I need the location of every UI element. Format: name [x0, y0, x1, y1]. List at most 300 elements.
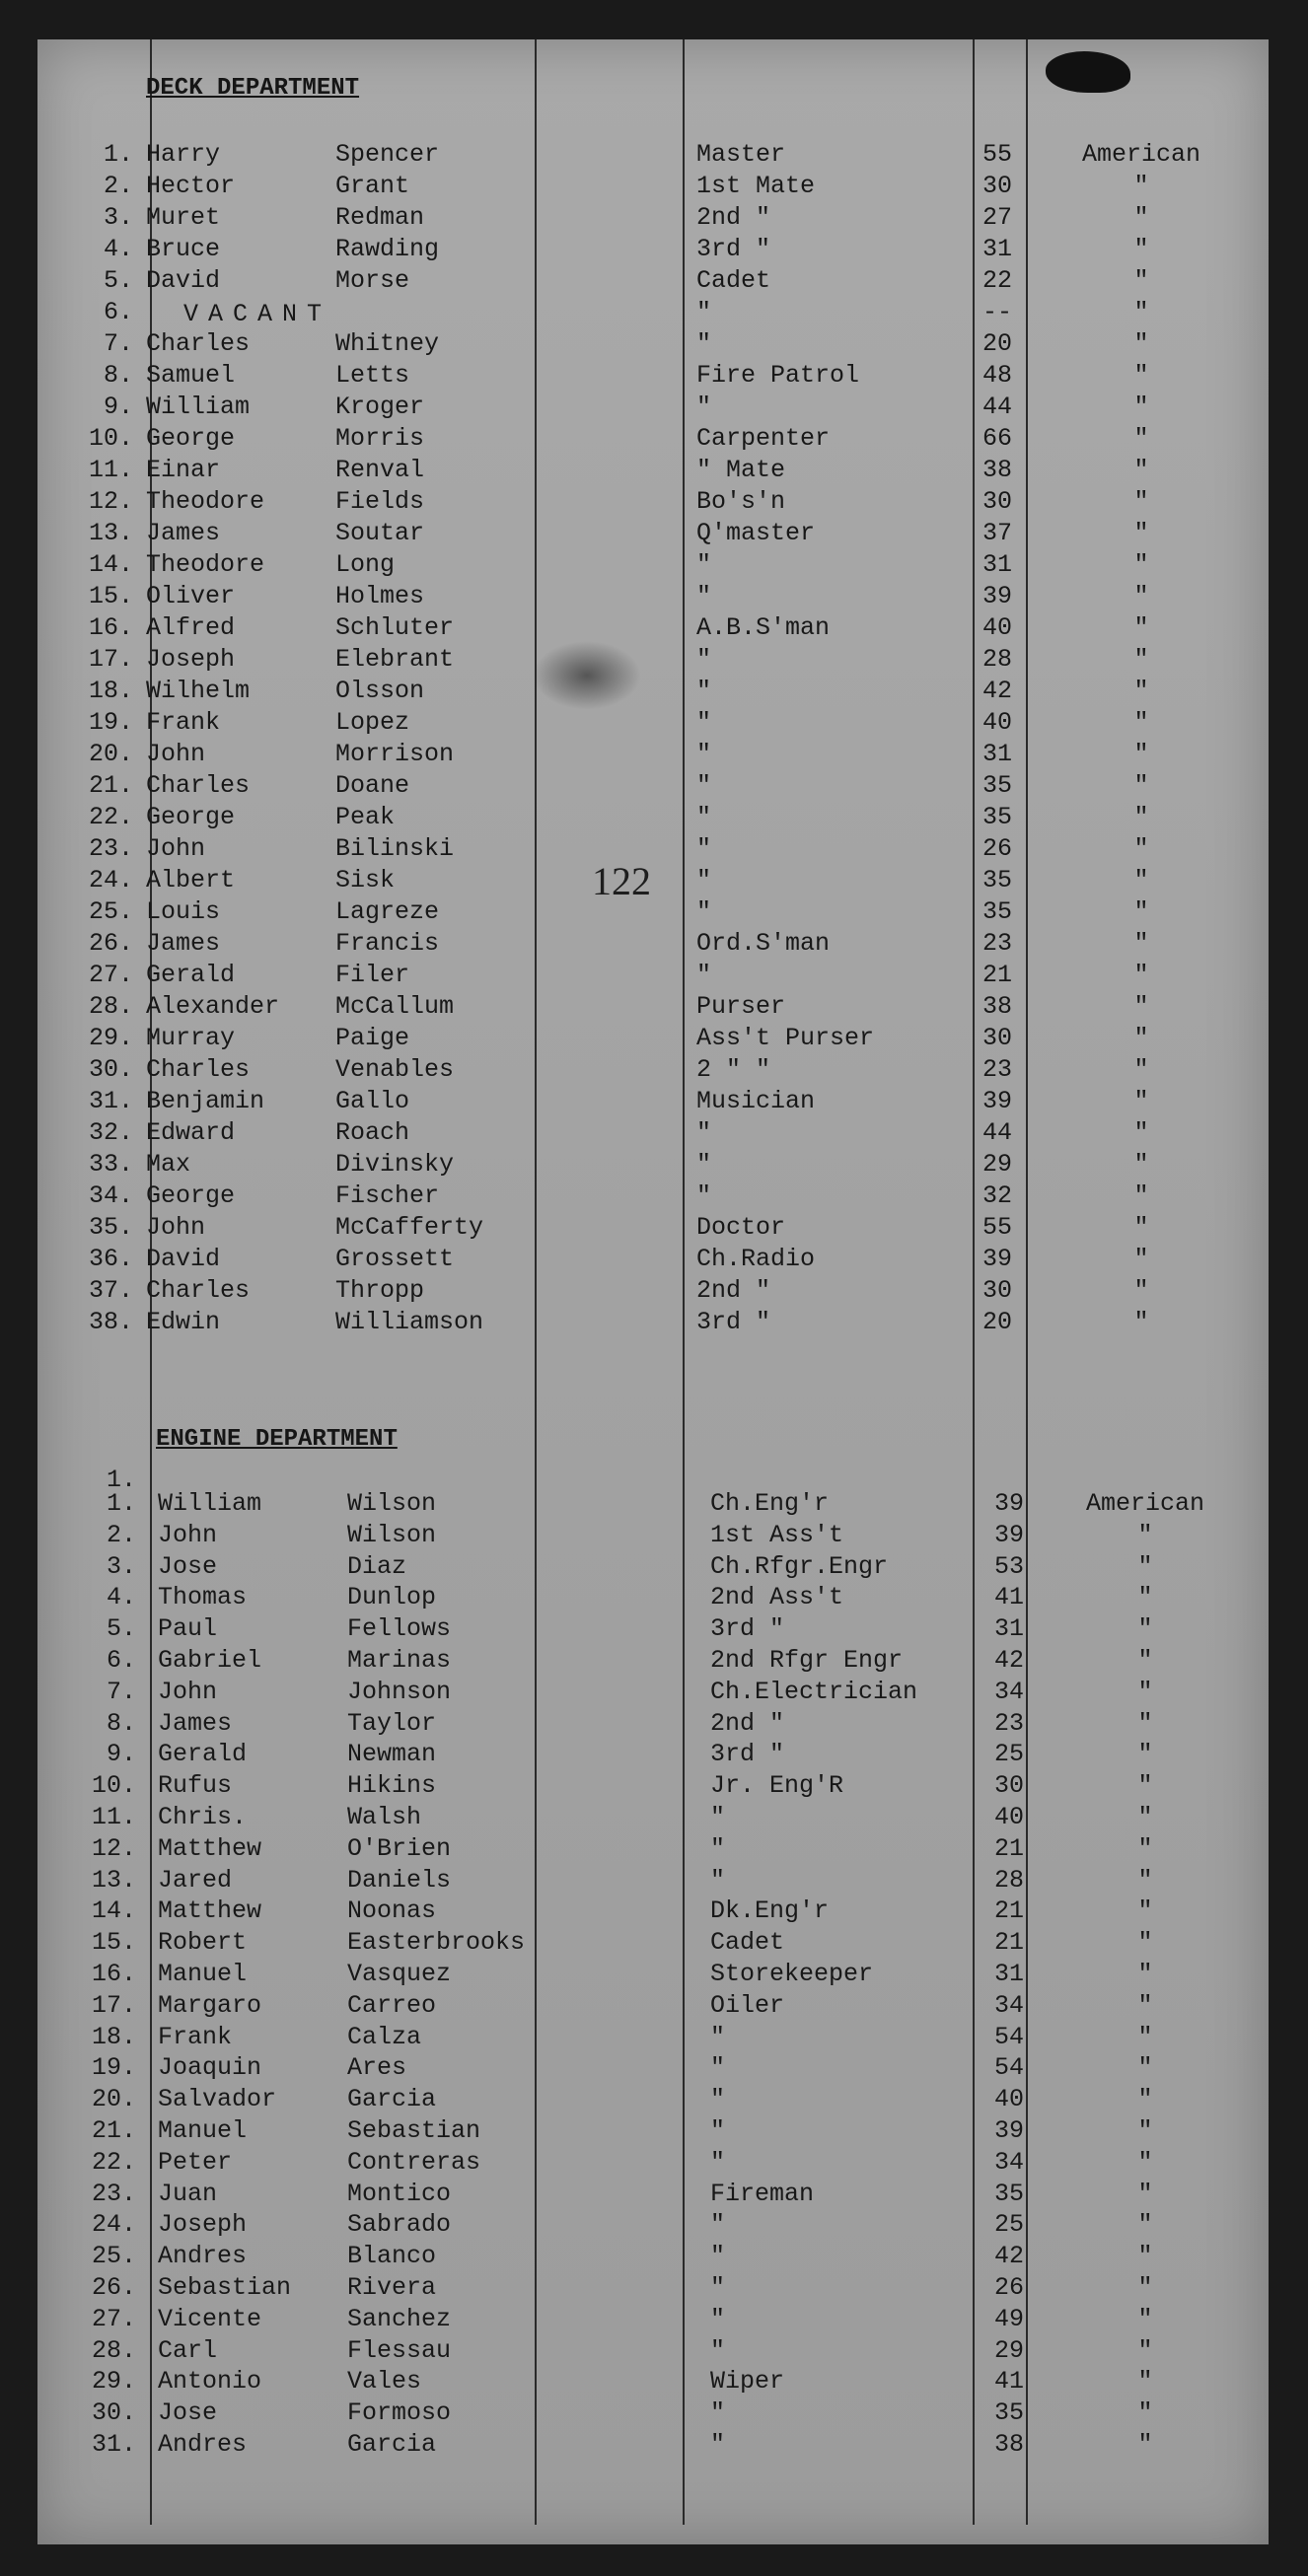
last-name: Taylor [347, 1708, 437, 1738]
age: 40 [982, 708, 1013, 737]
age: 40 [982, 613, 1013, 642]
row-number: 10. [91, 1771, 136, 1801]
first-name: Einar [146, 456, 221, 484]
last-name: McCafferty [335, 1213, 484, 1242]
row-number: 6. [106, 1646, 136, 1675]
nationality: " [1133, 803, 1149, 831]
nationality: " [1133, 961, 1149, 989]
position: " [696, 1118, 712, 1147]
age: 38 [982, 992, 1013, 1021]
last-name: Fellows [347, 1614, 452, 1644]
row-number: 31. [91, 2430, 136, 2459]
position: " [696, 393, 712, 421]
age: 55 [982, 1213, 1013, 1242]
position: Q'master [696, 519, 816, 547]
last-name: Marinas [347, 1646, 452, 1675]
ink-blot [1046, 51, 1130, 93]
row-number: 24. [88, 866, 133, 894]
row-number: 21. [88, 771, 133, 800]
age: 66 [982, 424, 1013, 453]
first-name: James [146, 519, 221, 547]
first-name: John [146, 834, 206, 863]
age: 55 [982, 140, 1013, 169]
position: " [696, 645, 712, 674]
row-number: 4. [106, 1583, 136, 1612]
first-name: John [146, 740, 206, 768]
nationality: " [1133, 203, 1149, 232]
row-number: 35. [88, 1213, 133, 1242]
last-name: Diaz [347, 1551, 407, 1581]
stray-number: 1. [106, 1466, 136, 1494]
last-name: Contreras [347, 2147, 481, 2177]
table-row [0, 1245, 1308, 1276]
table-row [0, 2148, 1308, 2180]
first-name: Paul [158, 1614, 218, 1644]
last-name: Elebrant [335, 645, 455, 674]
position: 3rd " [710, 1614, 785, 1644]
age: 21 [994, 1928, 1025, 1958]
table-row [0, 708, 1308, 740]
nationality: " [1133, 677, 1149, 705]
age: 28 [982, 645, 1013, 674]
position: Doctor [696, 1213, 786, 1242]
table-row [0, 1118, 1308, 1150]
position: 2nd Ass't [710, 1583, 844, 1612]
nationality: " [1133, 929, 1149, 958]
age: 30 [982, 1024, 1013, 1052]
nationality: " [1137, 1771, 1153, 1801]
nationality: " [1137, 2273, 1153, 2302]
position: " [710, 1865, 726, 1895]
table-row [0, 2116, 1308, 2148]
first-name: Jose [158, 2398, 218, 2428]
position: " [696, 708, 712, 737]
row-number: 14. [88, 550, 133, 579]
table-row [0, 992, 1308, 1024]
nationality: " [1133, 1213, 1149, 1242]
engine-department-heading: ENGINE DEPARTMENT [156, 1426, 398, 1453]
age: 26 [982, 834, 1013, 863]
position: " [696, 803, 712, 831]
table-row [0, 2273, 1308, 2305]
last-name: Ares [347, 2053, 407, 2083]
first-name: George [146, 1181, 236, 1210]
age: 30 [982, 1276, 1013, 1305]
position: A.B.S'man [696, 613, 831, 642]
age: 31 [994, 1614, 1025, 1644]
table-row [0, 2210, 1308, 2242]
position: Bo's'n [696, 487, 786, 516]
first-name: John [158, 1520, 218, 1549]
age: 23 [982, 1055, 1013, 1084]
last-name: Lopez [335, 708, 410, 737]
position: " [696, 1181, 712, 1210]
table-row [0, 1960, 1308, 1991]
last-name: Spencer [335, 140, 440, 169]
first-name: Vicente [158, 2304, 262, 2333]
last-name: Peak [335, 803, 396, 831]
row-number: 19. [88, 708, 133, 737]
nationality: " [1133, 645, 1149, 674]
position: " [710, 2335, 726, 2365]
position: " [696, 582, 712, 610]
nationality: " [1137, 1740, 1153, 1769]
last-name: Vales [347, 2367, 422, 2397]
age: 31 [994, 1960, 1025, 1988]
nationality: " [1133, 361, 1149, 390]
row-number: 31. [88, 1087, 133, 1115]
age: 27 [982, 203, 1013, 232]
last-name: Soutar [335, 519, 425, 547]
position: 2nd Rfgr Engr [710, 1646, 904, 1675]
first-name: Harry [146, 140, 221, 169]
nationality: " [1137, 1990, 1153, 2020]
row-number: 18. [88, 677, 133, 705]
age: 34 [994, 1677, 1025, 1706]
nationality: " [1133, 456, 1149, 484]
row-number: 29. [91, 2367, 136, 2397]
table-row [0, 582, 1308, 613]
row-number: 11. [88, 456, 133, 484]
position: Musician [696, 1087, 816, 1115]
nationality: " [1137, 2116, 1153, 2145]
table-row [0, 1489, 1308, 1521]
position: 2 " " [696, 1055, 771, 1084]
first-name: Gabriel [158, 1646, 262, 1675]
first-name: Thomas [158, 1583, 248, 1612]
table-row [0, 361, 1308, 393]
age: 44 [982, 393, 1013, 421]
position: " [710, 2273, 726, 2302]
nationality: " [1133, 582, 1149, 610]
table-row [0, 961, 1308, 992]
table-row [0, 1150, 1308, 1181]
row-number: 13. [91, 1865, 136, 1895]
position: " [710, 2147, 726, 2177]
age: 25 [994, 1740, 1025, 1769]
table-row [0, 771, 1308, 803]
last-name: Flessau [347, 2335, 452, 2365]
nationality: " [1133, 550, 1149, 579]
first-name: Joaquin [158, 2053, 262, 2083]
table-row [0, 2242, 1308, 2273]
table-row [0, 2398, 1308, 2430]
row-number: 29. [88, 1024, 133, 1052]
age: 39 [994, 2116, 1025, 2145]
nationality: " [1133, 771, 1149, 800]
table-row [0, 2336, 1308, 2368]
nationality: " [1137, 2430, 1153, 2459]
position: 2nd " [710, 1708, 785, 1738]
last-name: Sabrado [347, 2210, 452, 2240]
age: 21 [994, 1896, 1025, 1926]
table-row [0, 1866, 1308, 1897]
position: " [696, 771, 712, 800]
age: 30 [994, 1771, 1025, 1801]
table-row [0, 550, 1308, 582]
row-number: 15. [88, 582, 133, 610]
table-row [0, 1181, 1308, 1213]
nationality: " [1133, 1118, 1149, 1147]
row-number: 33. [88, 1150, 133, 1179]
position: " [696, 866, 712, 894]
row-number: 4. [103, 235, 133, 263]
last-name: Rivera [347, 2273, 437, 2302]
first-name: David [146, 266, 221, 295]
row-number: 13. [88, 519, 133, 547]
age: 31 [982, 235, 1013, 263]
table-row [0, 1928, 1308, 1960]
last-name: Carreo [347, 1990, 437, 2020]
nationality: " [1133, 1308, 1149, 1336]
last-name: Thropp [335, 1276, 425, 1305]
age: 31 [982, 740, 1013, 768]
first-name: George [146, 803, 236, 831]
age: 53 [994, 1551, 1025, 1581]
nationality: " [1137, 2210, 1153, 2240]
row-number: 11. [91, 1803, 136, 1831]
first-name: Edward [146, 1118, 236, 1147]
position: " [696, 834, 712, 863]
row-number: 3. [106, 1551, 136, 1581]
row-number: 2. [103, 172, 133, 200]
age: 39 [994, 1520, 1025, 1549]
first-name: Gerald [158, 1740, 248, 1769]
last-name: Grant [335, 172, 410, 200]
last-name: Renval [335, 456, 425, 484]
age: 41 [994, 2367, 1025, 2397]
age: 48 [982, 361, 1013, 390]
row-number: 19. [91, 2053, 136, 2083]
table-row [0, 2430, 1308, 2462]
nationality: " [1133, 298, 1149, 326]
last-name: McCallum [335, 992, 455, 1021]
table-row [0, 834, 1308, 866]
position: Fireman [710, 2179, 815, 2208]
table-row [0, 1834, 1308, 1866]
position: " [710, 2430, 726, 2459]
nationality: " [1133, 1181, 1149, 1210]
first-name: John [158, 1677, 218, 1706]
first-name: Edwin [146, 1308, 221, 1336]
last-name: Daniels [347, 1865, 452, 1895]
row-number: 9. [103, 393, 133, 421]
row-number: 5. [106, 1614, 136, 1644]
position: " [710, 2398, 726, 2428]
row-number: 12. [88, 487, 133, 516]
table-row [0, 203, 1308, 235]
age: 42 [994, 2242, 1025, 2271]
table-row [0, 1583, 1308, 1614]
age: 23 [982, 929, 1013, 958]
first-name: Samuel [146, 361, 236, 390]
row-number: 23. [88, 834, 133, 863]
table-row [0, 1803, 1308, 1834]
nationality: " [1137, 1960, 1153, 1988]
row-number: 27. [91, 2304, 136, 2333]
position: " [710, 2085, 726, 2114]
last-name: Lagreze [335, 897, 440, 926]
table-row [0, 1213, 1308, 1245]
table-row [0, 1896, 1308, 1928]
age: 28 [994, 1865, 1025, 1895]
position: Storekeeper [710, 1960, 874, 1988]
row-number: 18. [91, 2022, 136, 2051]
row-number: 28. [88, 992, 133, 1021]
first-name: Charles [146, 1055, 251, 1084]
position: " [710, 2242, 726, 2271]
nationality: " [1137, 2147, 1153, 2177]
position: Purser [696, 992, 786, 1021]
first-name: Charles [146, 771, 251, 800]
row-number: 3. [103, 203, 133, 232]
position: Ch.Eng'r [710, 1489, 830, 1518]
table-row [0, 2305, 1308, 2336]
first-name: Andres [158, 2430, 248, 2459]
row-number: 12. [91, 1833, 136, 1863]
row-number: 17. [88, 645, 133, 674]
page-number: 122 [592, 859, 651, 903]
last-name: Holmes [335, 582, 425, 610]
last-name: Bilinski [335, 834, 455, 863]
table-row [0, 803, 1308, 834]
row-number: 28. [91, 2335, 136, 2365]
first-name: Hector [146, 172, 236, 200]
position: " [710, 2022, 726, 2051]
row-number: 30. [88, 1055, 133, 1084]
table-row [0, 1087, 1308, 1118]
age: 34 [994, 2147, 1025, 2177]
nationality: " [1133, 1055, 1149, 1084]
table-row [0, 929, 1308, 961]
table-row [0, 2085, 1308, 2116]
table-row [0, 2367, 1308, 2398]
age: 44 [982, 1118, 1013, 1147]
last-name: Williamson [335, 1308, 484, 1336]
age: 39 [982, 1087, 1013, 1115]
vacant-label: VACANT [183, 300, 332, 328]
row-number: 8. [106, 1708, 136, 1738]
row-number: 17. [91, 1990, 136, 2020]
age: 42 [994, 1646, 1025, 1675]
last-name: Kroger [335, 393, 425, 421]
nationality: " [1137, 1803, 1153, 1831]
last-name: Wilson [347, 1489, 437, 1518]
nationality: " [1133, 897, 1149, 926]
age: 26 [994, 2273, 1025, 2302]
nationality: " [1137, 2022, 1153, 2051]
last-name: Paige [335, 1024, 410, 1052]
table-row [0, 424, 1308, 456]
nationality: " [1133, 424, 1149, 453]
table-row [0, 897, 1308, 929]
table-row [0, 235, 1308, 266]
nationality: American [1085, 1489, 1205, 1518]
age: 39 [982, 1245, 1013, 1273]
first-name: David [146, 1245, 221, 1273]
first-name: Matthew [158, 1896, 262, 1926]
position: Cadet [696, 266, 771, 295]
table-row [0, 1771, 1308, 1803]
deck-department-heading: DECK DEPARTMENT [146, 75, 360, 102]
last-name: Olsson [335, 677, 425, 705]
last-name: Walsh [347, 1803, 422, 1831]
age: 35 [982, 897, 1013, 926]
row-number: 36. [88, 1245, 133, 1273]
nationality: " [1133, 329, 1149, 358]
age: 54 [994, 2022, 1025, 2051]
row-number: 25. [88, 897, 133, 926]
table-row [0, 1024, 1308, 1055]
age: 35 [982, 866, 1013, 894]
last-name: Sanchez [347, 2304, 452, 2333]
nationality: " [1133, 1087, 1149, 1115]
table-row [0, 1521, 1308, 1552]
nationality: " [1133, 172, 1149, 200]
nationality: " [1133, 487, 1149, 516]
position: Cadet [710, 1928, 785, 1958]
table-row [0, 2053, 1308, 2085]
nationality: " [1133, 992, 1149, 1021]
table-row [0, 1552, 1308, 1584]
age: 38 [994, 2430, 1025, 2459]
first-name: Manuel [158, 1960, 248, 1988]
first-name: Louis [146, 897, 221, 926]
last-name: Morse [335, 266, 410, 295]
position: Carpenter [696, 424, 831, 453]
age: 41 [994, 1583, 1025, 1612]
row-number: 20. [91, 2085, 136, 2114]
first-name: Joseph [146, 645, 236, 674]
row-number: 38. [88, 1308, 133, 1336]
nationality: " [1133, 740, 1149, 768]
first-name: Charles [146, 329, 251, 358]
age: 35 [982, 803, 1013, 831]
last-name: Wilson [347, 1520, 437, 1549]
nationality: " [1133, 266, 1149, 295]
nationality: " [1137, 1677, 1153, 1706]
last-name: Garcia [347, 2085, 437, 2114]
last-name: Dunlop [347, 1583, 437, 1612]
last-name: Roach [335, 1118, 410, 1147]
nationality: " [1137, 1865, 1153, 1895]
last-name: Venables [335, 1055, 455, 1084]
age: 40 [994, 2085, 1025, 2114]
last-name: Grossett [335, 1245, 455, 1273]
first-name: Alfred [146, 613, 236, 642]
position: " [696, 897, 712, 926]
nationality: " [1133, 519, 1149, 547]
last-name: Gallo [335, 1087, 410, 1115]
age: 49 [994, 2304, 1025, 2333]
row-number: 21. [91, 2116, 136, 2145]
age: 39 [982, 582, 1013, 610]
row-number: 16. [91, 1960, 136, 1988]
row-number: 23. [91, 2179, 136, 2208]
age: 35 [994, 2179, 1025, 2208]
table-row [0, 487, 1308, 519]
last-name: Johnson [347, 1677, 452, 1706]
first-name: Bruce [146, 235, 221, 263]
first-name: William [158, 1489, 262, 1518]
last-name: Noonas [347, 1896, 437, 1926]
age: 20 [982, 329, 1013, 358]
nationality: " [1137, 1520, 1153, 1549]
age: 40 [994, 1803, 1025, 1831]
age: 30 [982, 172, 1013, 200]
nationality: " [1137, 1896, 1153, 1926]
row-number: 8. [103, 361, 133, 390]
